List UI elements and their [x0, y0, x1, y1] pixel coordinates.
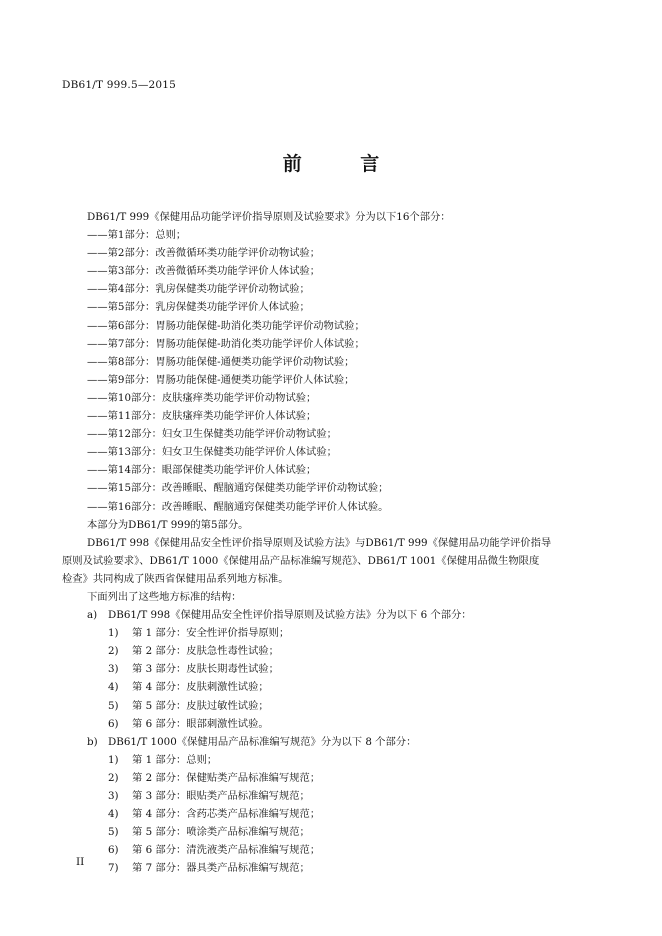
sub-item-text: 第 2 部分：皮肤急性毒性试验； — [132, 645, 279, 658]
part-list-item: ——第6部分：胃肠功能保健-助消化类功能学评价动物试验； — [87, 319, 365, 332]
part-list-item: ——第13部分：妇女卫生保健类功能学评价人体试验； — [87, 446, 337, 459]
part-list-item: ——第7部分：胃肠功能保健-助消化类功能学评价人体试验； — [87, 337, 365, 350]
relation-line: 原则及试验要求》、DB61/T 1000《保健用品产品标准编写规范》、DB61/T 1001《保健用品微生物限度 — [62, 554, 540, 567]
part-list-item: ——第8部分：胃肠功能保健-通便类功能学评价动物试验； — [87, 355, 355, 368]
sub-item-number: 5) — [108, 699, 119, 712]
part-list-item: ——第1部分：总则； — [87, 229, 187, 242]
sub-item-number: 7) — [108, 862, 119, 875]
sub-item-number: 5) — [108, 826, 119, 839]
standard-sub-item — [62, 805, 602, 823]
sub-item-number: 3) — [108, 663, 119, 676]
sub-item-text: 第 7 部分：器具类产品标准编写规范； — [132, 862, 310, 875]
sub-item-text: 第 1 部分：总则； — [132, 753, 218, 766]
sub-item-text: 第 6 部分：清洗液类产品标准编写规范； — [132, 844, 321, 857]
part-list-item: ——第16部分：改善睡眠、醒脑通窍保健类功能学评价人体试验。 — [87, 500, 389, 513]
sub-item-number: 6) — [108, 717, 119, 730]
standards-list — [62, 606, 602, 877]
page-number: II — [76, 856, 85, 868]
standard-sub-item — [62, 751, 602, 769]
part-list-item: ——第9部分：胃肠功能保健-通便类功能学评价人体试验； — [87, 373, 355, 386]
sub-item-text: 第 1 部分：安全性评价指导原则； — [132, 627, 290, 640]
sub-item-number: 1) — [108, 627, 119, 640]
standard-sub-item — [62, 660, 602, 678]
part-list-item: ——第3部分：改善微循环类功能学评价人体试验； — [87, 265, 321, 278]
standard-text: DB61/T 998《保健用品安全性评价指导原则及试验方法》分为以下 6 个部分： — [108, 609, 472, 622]
sub-item-text: 第 3 部分：眼贴类产品标准编写规范； — [132, 790, 310, 802]
standard-sub-item — [62, 715, 602, 733]
part-list-item: ——第15部分：改善睡眠、醒脑通窍保健类功能学评价动物试验； — [87, 482, 389, 495]
standard-label: b) — [87, 735, 98, 748]
sub-item-text: 第 5 部分：皮肤过敏性试验； — [132, 699, 269, 712]
part-list-item: ——第11部分：皮肤瘙痒类功能学评价人体试验； — [87, 410, 317, 423]
sub-item-text: 第 3 部分：皮肤长期毒性试验； — [132, 663, 279, 676]
part-list-item: ——第5部分：乳房保健类功能学评价人体试验； — [87, 301, 310, 314]
part-list-item: ——第4部分：乳房保健类功能学评价动物试验； — [87, 283, 310, 296]
intro-paragraph: DB61/T 999《保健用品功能学评价指导原则及试验要求》分为以下16个部分： — [87, 211, 451, 223]
sub-item-number: 4) — [108, 808, 119, 821]
sub-item-text: 第 2 部分：保健贴类产品标准编写规范； — [132, 771, 321, 784]
standard-sub-item — [62, 642, 602, 660]
part-list-item: ——第12部分：妇女卫生保健类功能学评价动物试验； — [87, 428, 337, 441]
standard-sub-item — [62, 697, 602, 715]
standard-sub-item — [62, 624, 602, 642]
standard-list-item — [62, 733, 602, 751]
part-list-item: ——第2部分：改善微循环类功能学评价动物试验； — [87, 247, 321, 260]
standard-label: a) — [87, 609, 98, 622]
page-title: 前 言 — [282, 153, 406, 175]
standard-sub-item — [62, 823, 602, 841]
sub-item-number: 2) — [108, 771, 119, 784]
sub-item-text: 第 6 部分：眼部刺激性试验。 — [132, 717, 269, 730]
sub-item-number: 4) — [108, 681, 119, 694]
standard-text: DB61/T 1000《保健用品产品标准编写规范》分为以下 8 个部分： — [108, 735, 417, 748]
relation-line: DB61/T 998《保健用品安全性评价指导原则及试验方法》与DB61/T 999《保健用品功能学评价指导 — [87, 536, 552, 549]
standard-id: DB61/T 999.5—2015 — [62, 79, 177, 91]
parts-list — [62, 226, 602, 516]
part-list-item: ——第10部分：皮肤瘙痒类功能学评价动物试验； — [87, 391, 317, 404]
standard-sub-item — [62, 769, 602, 787]
sub-item-text: 第 5 部分：喷涂类产品标准编写规范； — [132, 826, 310, 839]
structure-intro: 下面列出了这些地方标准的结构： — [87, 590, 242, 603]
relation-line: 检查》共同构成了陕西省保健用品系列地方标准。 — [62, 572, 289, 585]
standard-sub-item — [62, 859, 602, 877]
standard-sub-item — [62, 841, 602, 859]
sub-item-number: 6) — [108, 844, 119, 857]
this-part-statement: 本部分为DB61/T 999的第5部分。 — [87, 518, 249, 531]
sub-item-number: 3) — [108, 790, 119, 802]
standard-sub-item — [62, 678, 602, 696]
standard-sub-item — [62, 787, 602, 805]
sub-item-number: 2) — [108, 645, 119, 658]
part-list-item: ——第14部分：眼部保健类功能学评价人体试验； — [87, 464, 317, 477]
sub-item-number: 1) — [108, 753, 119, 766]
sub-item-text: 第 4 部分：皮肤刺激性试验； — [132, 681, 269, 694]
sub-item-text: 第 4 部分：含药芯类产品标准编写规范； — [132, 808, 321, 821]
standard-list-item — [62, 606, 602, 624]
document-body — [62, 208, 602, 877]
